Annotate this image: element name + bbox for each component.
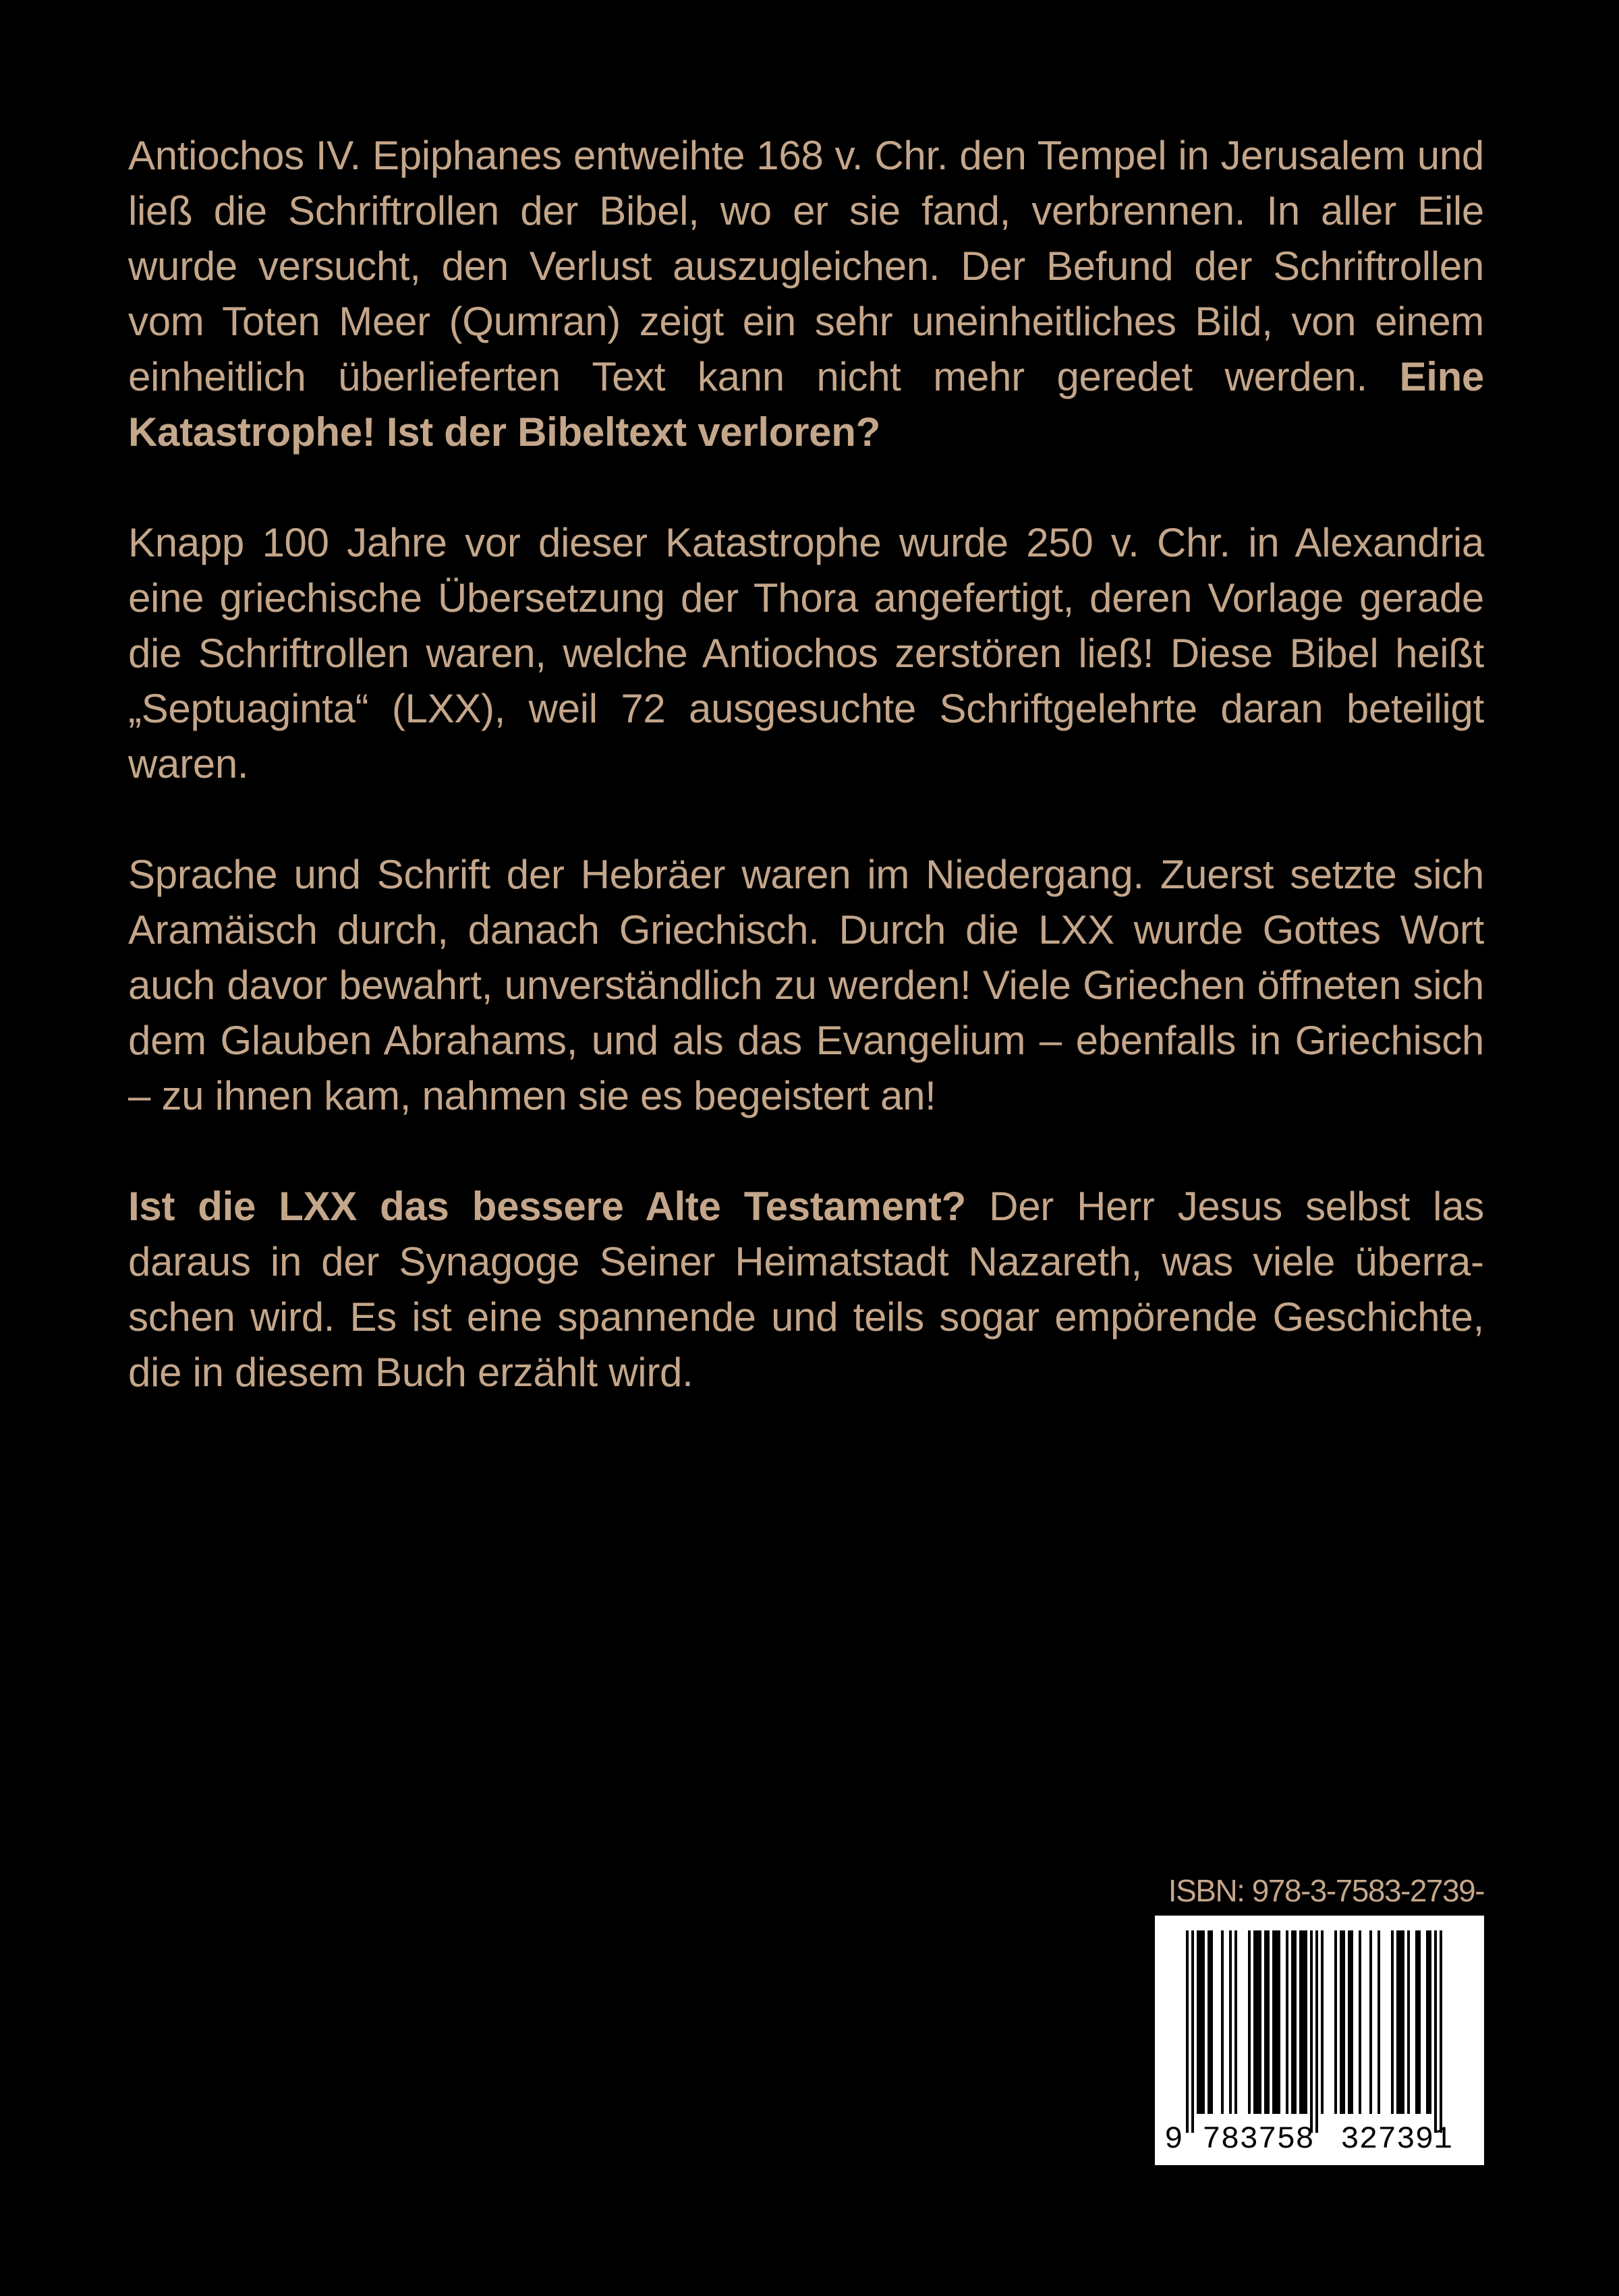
paragraph-4-text: Der Herr Jesus selbst las daraus in der Synagoge Seiner Heimatstadt Nazareth, was viele überraschen wird. Es ist eine spannende und teils sogar empörende Geschichte, die in diesem Buch erzählt wird. (128, 1184, 1484, 1395)
barcode-bar (1429, 1930, 1431, 2114)
barcode-bar (1294, 1930, 1297, 2114)
barcode-bar (1399, 1930, 1402, 2114)
barcode-bar (1229, 1930, 1232, 2114)
isbn-label: ISBN: 978-3-7583-2739- (1168, 1873, 1484, 1908)
barcode-bar (1418, 1930, 1421, 2114)
barcode-bar (1275, 1930, 1278, 2114)
barcode-bar (1391, 1930, 1394, 2114)
barcode-bar (1402, 1930, 1404, 2114)
barcode-bar (1210, 1930, 1213, 2114)
barcode-bar (1267, 1930, 1270, 2114)
barcode-digits (1155, 2119, 1484, 2160)
barcode-bar (1351, 1930, 1353, 2114)
barcode-bar (1208, 1930, 1210, 2114)
barcode-bar (1221, 1930, 1224, 2114)
paragraph-3-text: Sprache und Schrift der Hebräer waren im Niedergang. Zuerst setzte sich Aramäisch durch, danach Griechisch. Durch die LXX wurde Gottes Wort auch davor bewahrt, unverständlich zu werden! Viele Griechen öffneten sich dem Glauben Abrahams, und als das Evangelium – ebenfalls in Griechisch – zu ihnen kam, nahmen sie es begeistert an! (128, 852, 1484, 1118)
paragraph-4-bold-question: Ist die LXX das bessere Alte Testament? (128, 1184, 967, 1229)
barcode-bar (1396, 1930, 1399, 2114)
barcode-digit-first: 9 (1164, 2122, 1183, 2157)
barcode-bar (1321, 1930, 1324, 2114)
barcode-guard-bar (1191, 1930, 1194, 2133)
barcode-bar (1334, 1930, 1337, 2114)
barcode-bar (1234, 1930, 1237, 2114)
paragraph-1-bold-question: Eine Katastrophe! Ist der Bibeltext verloren? (128, 354, 1484, 455)
barcode-guard-bar (1315, 1930, 1318, 2133)
barcode-bar (1291, 1930, 1294, 2114)
barcode-bar (1202, 1930, 1205, 2114)
barcode-bar (1248, 1930, 1251, 2114)
barcode-bar (1340, 1930, 1342, 2114)
barcode-bar (1278, 1930, 1280, 2114)
barcode-bar (1342, 1930, 1345, 2114)
barcode-bar (1359, 1930, 1361, 2114)
paragraph-2-text: Knapp 100 Jahre vor dieser Katastrophe wurde 250 v. Chr. in Alexandria eine griechische Übersetzung der Thora angefertigt, deren Vorlage gerade die Schriftrollen waren, welche Antiochos zerstören ließ! Diese Bibel heißt „Septuaginta“ (LXX), weil 72 ausgesuchte Schriftgelehrte daran beteiligt waren. (128, 520, 1484, 786)
isbn-barcode (1155, 1916, 1484, 2165)
barcode-bar (1415, 1930, 1418, 2114)
barcode-bar (1377, 1930, 1380, 2114)
barcode-bar (1299, 1930, 1302, 2114)
barcode-bar (1369, 1930, 1372, 2114)
barcode-bar (1302, 1930, 1305, 2114)
barcode-guard-bar (1440, 1930, 1442, 2133)
barcode-bar (1264, 1930, 1267, 2114)
barcode-digits-right: 327391 (1340, 2122, 1452, 2157)
barcode-digits-left: 783758 (1202, 2122, 1314, 2157)
barcode-bar (1286, 1930, 1288, 2114)
paragraph-3 (128, 847, 1484, 1124)
barcode-bar (1256, 1930, 1259, 2114)
barcode-bar (1348, 1930, 1351, 2114)
barcode-bar (1426, 1930, 1429, 2114)
barcode-bar (1407, 1930, 1410, 2114)
paragraph-1-text: Antiochos IV. Epiphanes entweihte 168 v. Chr. den Tempel in Jerusalem und ließ die Schriftrollen der Bibel, wo er sie fand, verbrennen. In aller Eile wurde versucht, den Verlust auszugleichen. Der Befund der Schriftrollen vom Toten Meer (Qumran) zeigt ein sehr uneinheitliches Bild, von einem einheitlich überlieferten Text kann nicht mehr geredet werden. (128, 133, 1484, 399)
barcode-guard-bar (1186, 1930, 1189, 2133)
paragraph-4 (128, 1179, 1484, 1400)
barcode-bar (1272, 1930, 1275, 2114)
barcode-bar (1197, 1930, 1199, 2114)
barcode-bar (1259, 1930, 1261, 2114)
barcode-bar (1199, 1930, 1202, 2114)
barcode-guard-bar (1434, 1930, 1437, 2133)
paragraph-1 (128, 128, 1484, 460)
barcode-bar (1305, 1930, 1307, 2114)
blurb-text (128, 128, 1484, 1456)
paragraph-2 (128, 515, 1484, 792)
barcode-bar (1253, 1930, 1256, 2114)
barcode-guard-bar (1310, 1930, 1313, 2133)
